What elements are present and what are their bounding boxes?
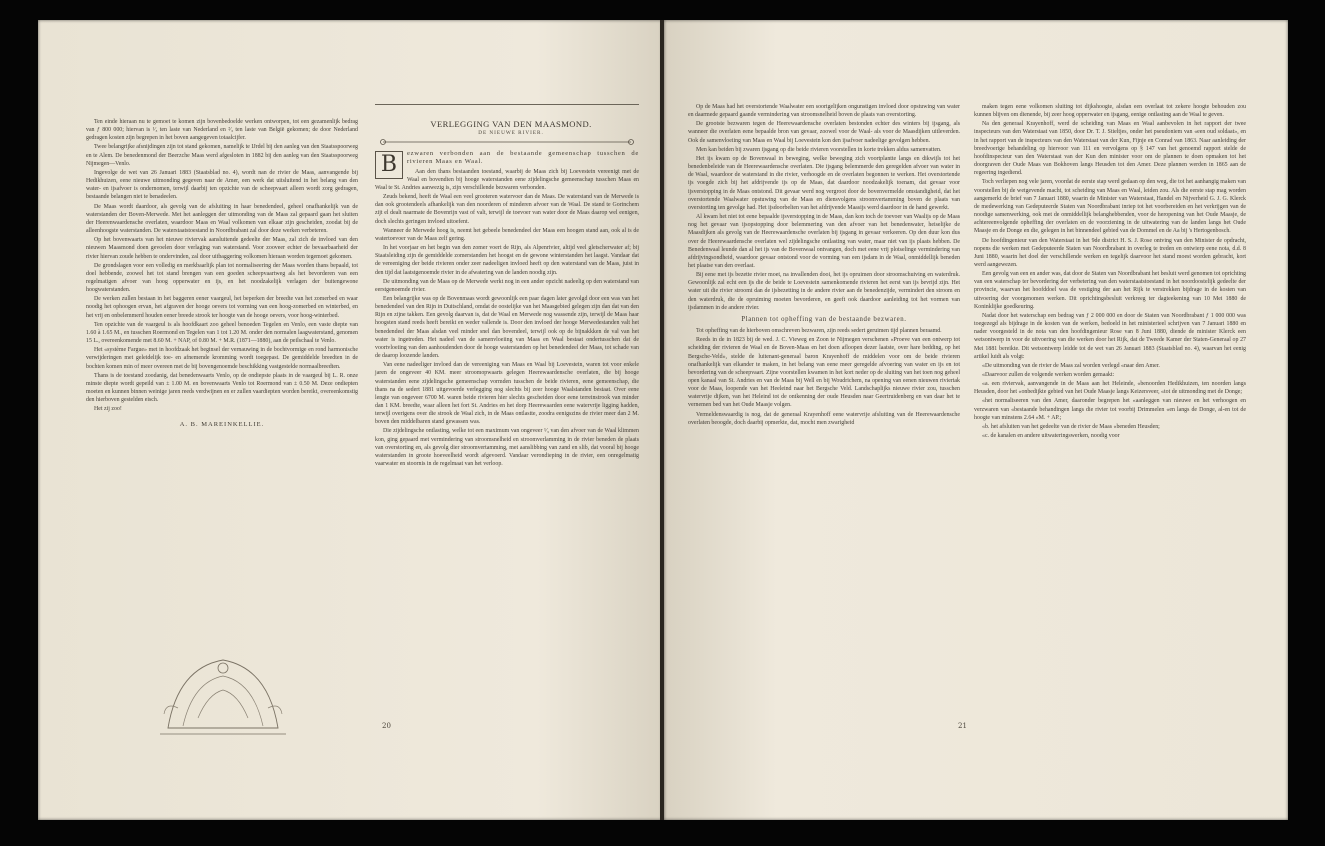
paragraph: «b. het afsluiten van het gedeelte van de rivier de Maas «beneden Heusden;	[982, 423, 1160, 430]
paragraph: Ten einde hieraan nu te gemoet te komen zijn bovenbedoelde werken ontworpen, tot een gezamenlijk bedrag van ƒ 800 000; hiervan is ¹⁄₃ ten laste van Nederland en ²⁄₃ ten laste van België gekomen; de door Nederland gedragen kosten zijn begrepen in het boven aangegeven totaalcijfer.	[86, 119, 358, 142]
paragraph: Een gevolg van een en ander was, dat door de Staten van Noordbrabant het besluit werd genomen tot oprichting van een waterschap ter bevordering der verbetering van den waterstaatstoestand in het noordoostelijk gedeelte der provincie, waarvan het hoofddoel was de vestiging der aan het Rijk te verstrekken bijdrage in de kosten van uitvoering der voorgenomen werken. Dit oprichtingsbesluit verkreeg ter dagteekening van 10 Mei 1880 de Koninklijke goedkeuring.	[974, 271, 1246, 310]
article-body	[375, 168, 639, 469]
paragraph: Het «système Fargue» met in hoofdzaak het beginsel der vernauwing in de bochtvormige en rond harmonische verwijderingen met geleidelijk toe- en afnemende kromming wordt toegepast. De gemiddelde breedten in de bochten komen min of meer overeen met de bij bovengenoemde beschikking vastgestelde normaalbreedten.	[86, 347, 358, 370]
paragraph: De werken zullen bestaan in het baggeren eener vaargeul, het beperken der breedte van het zomerbed en waar noodig het ophoogen ervan, het afgraven der hooge oevers tot vorming van een hoog-zomerbed en winterbed, en het vrij en onbelemmerd houden eener breede strook ter hoogte van de hooge oevers, voor hoog-winterbed.	[86, 296, 358, 319]
paragraph: Na den generaal Krayenhoff, werd de scheiding van Maas en Waal aanbevolen in het rapport der twee inspecteurs van den Waterstaat van 1850, door Dr. T. J. Stieltjes, onder het pseudoniem van «een oud soldaat», en in het rapport van de inspecteurs van den Waterstaat van der Kun, Fijnje en Conrad van 1863. Naar aanleiding der breedvoerige behandeling op hiervoor van 111 en vervolgens op § 147 van het genoemd rapport stelde de hoofdinspecteur van den Waterstaat van der Kun den minister voor om de plannen te doen opmaken tot het doorgraven der Oude Maas van Bokhoven langs Heusden tot den Amer. Deze plannen werden in 1865 aan de regeering ingediend.	[974, 121, 1246, 177]
right-page-column-1	[688, 103, 960, 428]
paragraph: De grootste bezwaren tegen de Heerewaardensche overlaten bestonden echter des winters bij ijsgang, als wanneer die overlaten eene bepaalde bron van gevaar, zoowel voor de Waal- als voor de Maasdijken uitleverden. Ook de samenvloeiing van Maas en Waal bij Loevestein kon den ijsafvoer nadeelige gevolgen hebben.	[688, 121, 960, 144]
left-page-column-1	[86, 118, 358, 431]
article-top-rule	[375, 104, 639, 105]
paragraph: Ingevolge de wet van 26 Januari 1883 (Staatsblad no. 4), wordt nan de rivier de Maas, aanvangende bij Hedikhuizen, eene nieuwe uitmonding gegeven naar de Amer, een werk dat uitsluitend in het belang van den water- en ijsafvoer is ondernomen, terwijl daarbij ten opzichte van de scheepvaart alleen wordt zorg gedragen, bestaande belangen niet te benadeelen.	[86, 169, 358, 201]
right-page	[664, 20, 1288, 820]
drop-cap: B	[375, 151, 403, 179]
paragraph: Het zij zoo!	[94, 406, 122, 413]
paragraph: Van eene nadeeliger invloed dan de vereeniging van Maas en Waal bij Loevestein, waren tot voor enkele jaren de ongeveer 40 KM. meer stroomopwaarts gelegen Heerewaardensche overlaten, die bij hooge waterstanden eene zijdelingsche gemeenschap vormden tusschen de beide rivieren, eene gemeenschap, die thans na de sedert 1881 uitgevoerde verlegging nog slechts bij zeer hooge Waalstanden bestaat. Over eene lengte van ongeveer 6700 M. waren beide rivieren hier slechts gescheiden door eene terreinstrook van minder dan 1 KM. breedte, waar alleen het fort St. Andries en het dorp Heerewaarden eene watervrije ligging hadden, terwijl overigens over die strook de Waal zich, in de Maas ontlastte, zoodra eenigszins de rivier meer dan 2 M. boven den middelbaren stand gewassen was.	[375, 362, 639, 426]
paragraph: «Daarvoor zullen de volgende werken worden gemaakt:	[982, 372, 1115, 378]
paragraph: «c. de kanalen en andere uitwateringswerken, noodig voor	[982, 433, 1120, 440]
paragraph: Zeuds bekend, heeft de Waal een veel grooteren watervoer dan de Maas. De waterstand van de Merwede is dan ook grootendeels afhankelijk van den noorderen of minderen afvoer van de Waal. De stand te Gorinchem zijt el dealt naarmate de Bovenrijn vast of valt, terwijl de toevoer van water door de Maas daarop wel eenigen, doch slechts geringen invloed uitoefent.	[375, 194, 639, 225]
section-heading: Plannen tot opheffing van de bestaande bezwaren.	[741, 315, 907, 323]
paragraph: Bij eene met ijs bezette rivier moet, na invallenden dooi, het ijs opruimen door stroomschuiving en waterdruk. Gewoonlijk zal echt een ijs die de beide te Loevestein samenkomende rivieren het eerst van ijs bevrijd zijn. Het water uit die rivier stroomt dan de ijsbezetting in de andere rivier aan de benedenzijde, vermindert den stroom en den waterdruk, die de opruiming moeten bevorderen, en geeft ook daardoor aanleiding tot het vormen van ijsdammen in de andere rivier.	[688, 272, 960, 311]
page-number-right: 21	[958, 722, 967, 730]
paragraph: Wanneer de Merwede hoog is, neemt het gebeele benedendeel der Maas een hoogen stand aan, ook al is de watertoevoer van de Maas zelf gering.	[375, 227, 639, 242]
paragraph: De hoofdingenieur van den Waterstaat in het 9de district H. S. J. Rose ontving van den Minister de opdracht, nopens die werken met Gedeputeerde Staten van Noordbrabant in overleg te treden en ontwierp eene nota, d.d. 8 Juni 1880, waarin het doel der verschillende werken en tegelijk daarvoor het stand moest worden gebracht, kort werd aangewezen.	[974, 237, 1246, 268]
paragraph: Men kan beiden bij zwaren ijsgang op die beide rivieren voorstellen in korte trekken aldus samenvatten.	[696, 146, 942, 153]
paragraph: Ten opzichte van de vaargeul is als hoofdkaart zoo geheel benoeden Tegelen en Venlo, een vaste diepte van 1.60 à 1.65 M., en tusschen Roermond en Tegelen van 1 tot 1.20 M. onder den normalen laagwaterstand, genomen 15 L., overeenkomende met 8.60 M. + NAP, of 0.80 M. + M.R. (1871—1880), aan de peilschaal te Venlo.	[86, 321, 358, 345]
paragraph: Tot opheffing van de hierboven omschreven bezwaren, zijn reeds sedert geruimen tijd plannen beraamd.	[696, 328, 942, 335]
left-page-column-2	[375, 120, 639, 469]
paragraph: Die zijdelingsche ontlasting, welke tot een maximum van ongeveer ¹⁄₃ van den afvoer van de Waal klimmen kon, ging gepaard met vermindering van stroomsnelheid en stroomverlamming in de rivier beneden de plaats van overstorting en, als gevolg dier stroomvertamming, met aanslibbing van zand en slib, dat vooral bij hooge waterstanden in groote hoeveelheid wordt afgevoerd. Vandaar verondieping in de rivier, een onregelmatig vaarwater en stoornis in de regelmaat van het verloop.	[375, 428, 639, 468]
paragraph: maken tegen eene volkomen sluiting tot dijkshoogte, alsdan een overlaat tot zekere hoogte behouden zou kunnen blijven om dienende, bij zeer hoog opperwater en ijsgang, eenige ontlasting aan de Waal te geven.	[974, 104, 1246, 119]
paragraph: Vermeldenswaardig is nog, dat de generaal Krayenhoff eene watervrije afsluiting van de Heerewaardensche overlaten beoogde, doch daarbij opmerkte, dat, mocht men zwarigheid	[688, 411, 960, 426]
decorative-vignette-icon	[158, 648, 288, 740]
paragraph: In het voorjaar en het begin van den zomer voert de Rijn, als Alpenrivier, altijd veel gletscherwater af; bij Staatsleiding zijn de gemiddelde zomerstanden het hoogst en de gewone winterstanden het laagst. Vandaar dat de vereeniging der beide rivieren onder zeer nadeeligen invloed heeft op den waterstand van de Maas, juist in den tijd dat laatstgenoemde rivier in de afwatering van de landen noodig zijn.	[375, 245, 639, 276]
article-lede: B ezwaren verbonden aan de bestaande gemeenschap tusschen de rivieren Maas en Waal.	[375, 150, 639, 166]
paragraph: Nadat door het waterschap een bedrag van ƒ 2 000 000 en door de Staten van Noordbrabant ƒ 1 000 000 was toegezegd als bijdrage in de kosten van de werken, bedoeld in het ministerieel schrijven van 7 Januari 1880 en nader voorgesteld in de nota van den hoofdingenieur Rose van 8 Juni 1880, diende de minister Klerck een wetsontwerp in voor de uitvoering van die werken door het Rijk, dat de Tweede Kamer der Staten-Generaal op 27 Mei 1881 bereikte. Dit wetsontwerp leidde tot de wet van 26 Januari 1883 (Staatsblad no. 4), waarvan het eenig artikel luidt als volgt:	[974, 312, 1246, 360]
article-subtitle: DE NIEUWE RIVIER.	[478, 130, 544, 137]
paragraph: «De uitmonding van de rivier de Maas zal worden verlegd «naar den Amer.	[982, 362, 1160, 369]
page-number-left: 20	[382, 722, 391, 730]
header-ornament-icon	[375, 138, 639, 146]
paragraph: Aan den thans bestaanden toestand, waarbij de Maas zich bij Loevestein vereenigt met de Waal en bovendien bij hooge waterstanden eene zijdelingsche gemeenschap tusschen Maas en Waal te St. Andries aanwezig is, zijn verschillende bezwaren verbonden.	[375, 168, 639, 191]
paragraph: Op de Maas had het overstortende Waalwater een soortgelijken ongunstigen invloed door opstuwing van water en daarmede gepaard gaande vermindering van stroomsnelheid boven de plaats van overstorting.	[688, 104, 960, 119]
paragraph: De Maas wordt daardoor, als gevolg van de afsluiting in haar benedendeel, geheel onafhankelijk van de waterstanden der Boven-Merwede. Met het aanleggen der uitmonding van de Maas zal gepaard gaan het sluiten der Heerenwaardensche overlaten, waardoor Maas en Waal volkomen van elkaar zijn gescheiden, zoodat bij de alleenhoogste waterstanden. De waterstaatstoestand in Noordbrabant zal door deze werken verbeteren.	[86, 203, 358, 235]
paragraph: «het normaliseeren van den Amer, daaronder begrepen het «aanleggen van nieuwe en het verhoogen en verzwaren van «bestaande behandingen langs die rivier tot voorbij Drimmelen «en langs de Donge, al-en tot de hoogte van minstens 2.64 «M. + AP.;	[974, 398, 1246, 421]
author-signature: A. B. MAREINKELLIE.	[179, 421, 265, 429]
paragraph: Thans is de toestand zoodanig, dat benedenwaarts Venlo, op de ondiepste plaats in de vaargeul bij L. R. onze minste diepte wordt gepeild van ± 1.00 M. en bovenwaarts Venlo tot Roermond van ± 0.50 M. Deze ondiepten moeten en kunnen binnen weinige jaren reeds verdwijnen en er zullen vaardiepten worden bereikt, overeenkomstig den hierboven gestelden eisch.	[86, 372, 358, 404]
right-page-column-2	[974, 103, 1246, 441]
paragraph: Op het bovenwaarts van het nieuwe riviervak aansluitende gedeelte der Maas, zal zich de invloed van den nieuwen Maasmond doen gevoelen door verlaging van waterstand. Voor zooveer echter de bevaarbaarheid der rivier hiervan zoude hebben te ondervinden, zal door uitbaggering volkomen hieraan worden tegemoet gekomen.	[86, 237, 358, 260]
paragraph: Al kwam het niet tot eene bepaalde ijsverstopping in de Maas, dan kon toch de toevoer van Waalijs op de Maas nog het gevaar van ijsopstopping door belemmering van den afvoer van het benedenwater, heiselijke de Maasdijken als gevolg van de Heerewaardensche overlaten bij ijsgang in gevaar verkeeren. Op den duur kon dus over de Heerewaardensche overlaten wel zijdelingsche ontlasting van water, maar niet van ijs plaats hebben. De Benedenwaal leunde dan al het ijs van de Bovenwaal ontvangen, doch met eene vrij plotselinge vermindering van afdrijvingsondheid, waardoor gevaar ontstond voor de vorming van een ijsdam in de Waal, onmiddellijk beneden het plaatse van den overlaat.	[688, 214, 960, 269]
paragraph: «a. een riviervak, aanvangende in de Maas aan het Heleinde, «benoorden Hedikhuizen, ten noorden langs Heusden, door het «onbedijkte gebied van het Oude Maasje langs Keizersveer, «tot de uitmonding met de Donge;	[974, 381, 1246, 396]
paragraph: Een belangrijke was op de Bovenmaas wordt gewoonlijk een paar dagen later gevolgd door een was van het benedendeel van den Rijn in Duitschland, omdat de oostelijke van het Maasgebied gelegen zijn dan dat van den Rijn en zijne takken. Een gevolg daarvan is, dat de Waal en Merwede nog wassende zijn, terwijl de Maas haar hoogsten stand reeds heeft bereikt en weder vallende is. Door den invloed der hooge Merwedestanden valt het benedendeel der Maas alsdan veel minder snel dan bovendeel, terwijl ook op de bijnakkken de val van het water is ingetreden. Het nadeel van de samenvloeiing van Maas en Waal bestaat ondertusschen dat de voortvloeiing van den aanhoudenden door de hooge waterstanden op het benedendeel der Maas, tot schade van de daarop loozende landen.	[375, 295, 639, 360]
left-page	[38, 20, 662, 820]
paragraph: Reeds in de in 1823 bij de wed. J. C. Vieweg en Zoon te Nijmegen verschenen «Proeve van een ontwerp tot scheiding der rivieren de Waal en de Boven-Maas en het doen afloopen dezer laatste, over hare bedding, op het Bergsche-Veld», stelde de luitenant-generaal baron Krayenhoff de middelen voor om de beide rivieren onafhankelijk van elkander te maken, in het belang van eene meer geregelde afvoering van water en ijs en tot bevordering van de scheepvaart. Zijne voorstellen kwamen in het kort neder op de sluiting van het toen nog geheel open kanaal van St. Andries en van de Maas bij Well en bij Woudrichem, na opening van eenen nieuwen riviertak voor de Maas, loopende van het Heeleind naar het Bergsche Veld. Landschaplijks nieuwe rivier zou, tusschen watervrije dijken, van het Heleind tot de ontkenning der oude Heusden naar Geertruidenberg en van daar het te vernemen bed van het Oude Maasje volgen.	[688, 337, 960, 409]
paragraph: Twee belangrijke afsnijdingen zijn tot stand gekomen, namelijk te IJrdel bij den aanleg van den Staatsspoorweg en te Alem. De benedenmond der Beerzche Maas werd afgesloten in 1882 bij den aanleg van den Staatsspoorweg Nijmegen—Venlo.	[86, 144, 358, 167]
paragraph: De uitmonding van de Maas op de Merwede werkt nog in een ander opzicht nadeelig op den waterstand van eerstgenoemde rivier.	[375, 278, 639, 293]
article-title: VERLEGGING VAN DEN MAASMOND.	[430, 119, 592, 129]
paragraph: De grondslagen voor een volledig en merkbaarlijk plan tot normaliseering der Maas worden thans bepaald, tot doel hebbende, zoowel het tot stand brengen van een goeden scheepvaartweg als het bevorderen van een regelmatigen afvoer van hoog opperwater en ijs, en het noodzakelijk verlagen der buitengewone hoogwaterstanden.	[86, 262, 358, 294]
paragraph: Het ijs kwam op de Bovenwaal in beweging, welke beweging zich voortplantte langs en dikwijls tot het benedenbeleide van de Heerewaardensche overlaten. Die ijsgang belemmerde den geregelden afvoer van water in de Waal, waardoor de waterstand in die rivier, verhoogde en de overlaten begonnen te werken. Het overstortende ijs voegde zich bij het afdrijvende ijs op de Maas, dat daardoor noodzakelijk toenam, dat gevaar voor ijsverstopping in de Maas ontstond. Dit gevaar werd nog vergroot door de bovenvermelde omstandigheid, dat het overstortende Waalwater opstuwing van de Maas en diensvolgens stroomvertamming boven de plaats van overstorting ten gevolge had. Het ijsdoorbelten van het afdrijvende Maasijs werd daardoor in de hand gewerkt.	[688, 155, 960, 211]
paragraph: Toch verliepen nog vele jaren, voordat de eerste stap werd gedaan op den weg, die tot het aanhangig maken van voorstellen bij de wetgevende macht, tot scheiding van Maas en Waal, leiden zou. Als die eerste stap mag worden aangemerkt de brief van 7 Januari 1880, waarin de Minister van Waterstaat, Handel en Nijverheid G. J. G. Klerck de medewerking van Gedeputeerde Staten van Noordbrabant inriep tot het voorbereiden en het verkrijgen van de noodige samenwerking, ook met de onmiddellijk belanghebbenden, voor de heropening van het Oude Maasje, de achtereenvolgende opheffing der overlaten en de voorziening in de uitwatering van de landen langs het Oude Maasje en de Donge en die, gelegen in het binnendeel gebied van de Dommel en de Aa bij 's Hertogenbosch.	[974, 179, 1246, 235]
